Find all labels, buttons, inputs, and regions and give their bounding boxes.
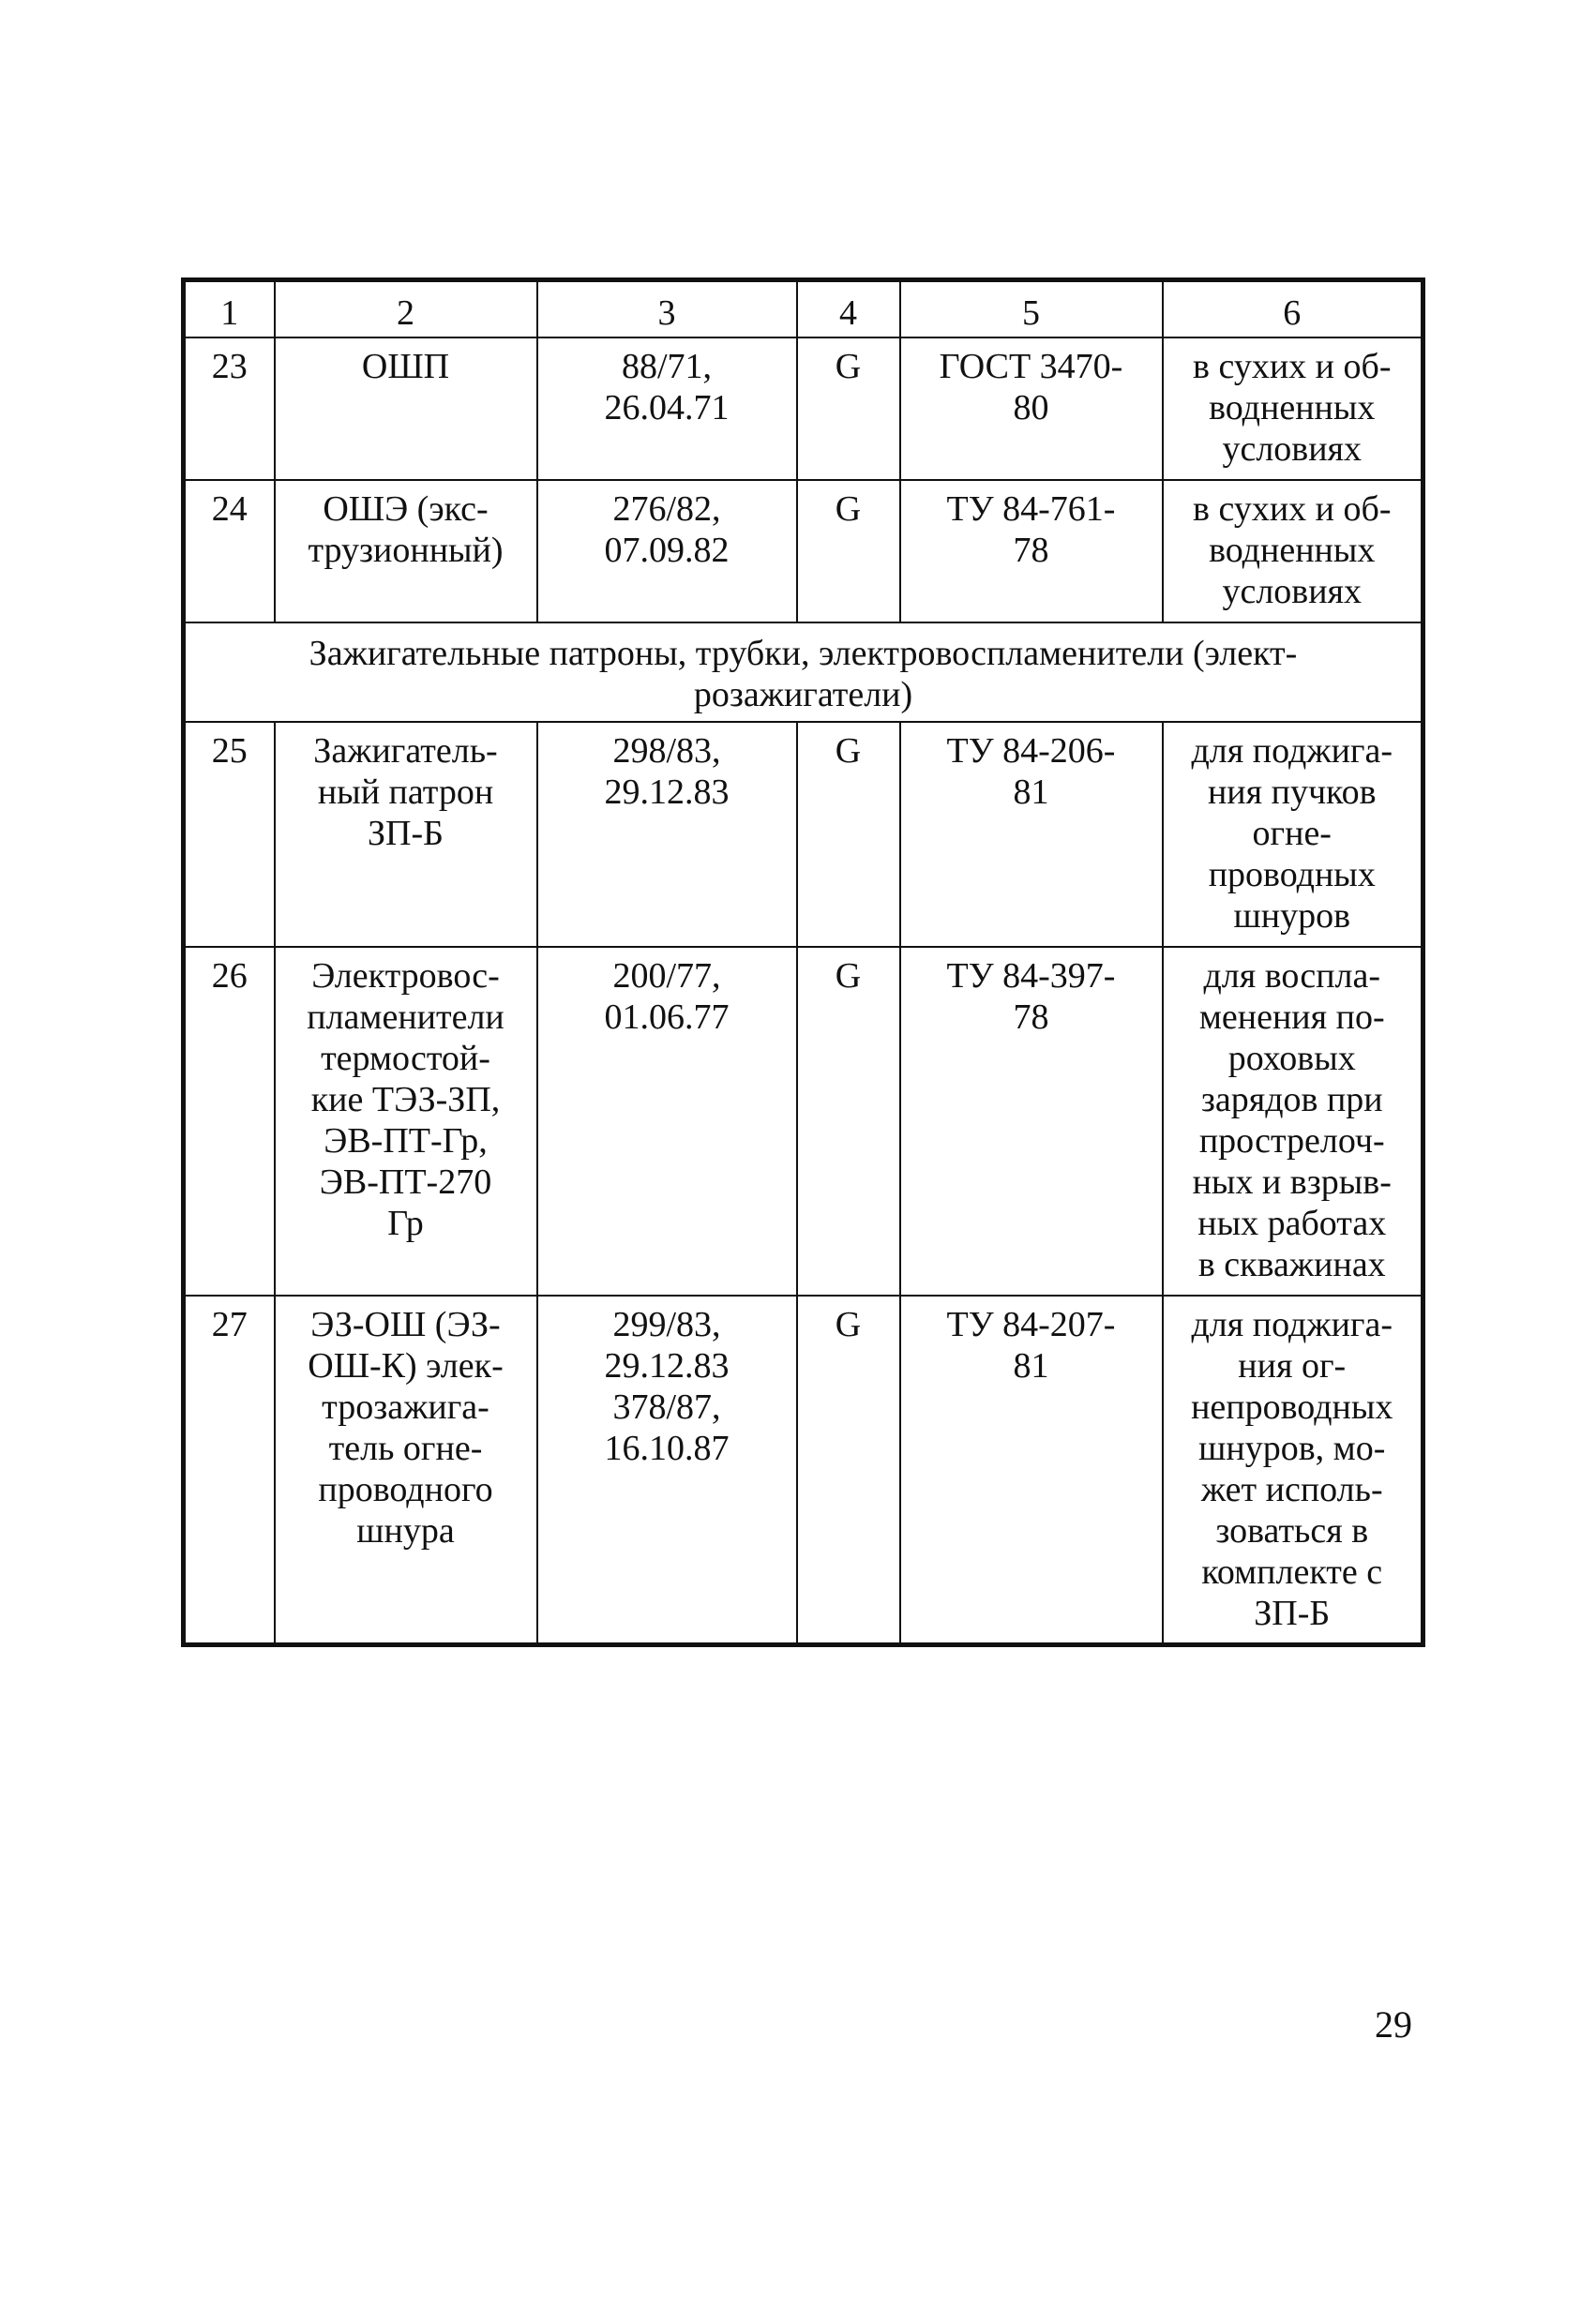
- header-cell: 2: [275, 280, 537, 338]
- name-cell: ЭЗ-ОШ (ЭЗ- ОШ-К) элек- трозажига- тель огне- проводного шнура: [275, 1296, 537, 1644]
- name-cell: Электровос- пламенители термостой- кие ТЭЗ-ЗП, ЭВ-ПТ-Гр, ЭВ-ПТ-270 Гр: [275, 947, 537, 1296]
- permit-cell: 299/83, 29.12.83 378/87, 16.10.87: [537, 1296, 797, 1644]
- class-cell: G: [797, 722, 900, 947]
- class-cell: G: [797, 337, 900, 480]
- permit-cell: 298/83, 29.12.83: [537, 722, 797, 947]
- section-title: Зажигательные патроны, трубки, электровоспламенители (элект- розажигатели): [184, 622, 1423, 722]
- table-header-row: [184, 280, 1423, 338]
- document-table: [181, 277, 1425, 1647]
- conditions-cell: для поджига- ния пучков огне- проводных шнуров: [1163, 722, 1423, 947]
- header-cell: 3: [537, 280, 797, 338]
- conditions-cell: в сухих и об- водненных условиях: [1163, 480, 1423, 622]
- class-cell: G: [797, 480, 900, 622]
- header-cell: 1: [184, 280, 275, 338]
- header-cell: 4: [797, 280, 900, 338]
- header-cell: 5: [900, 280, 1163, 338]
- class-cell: G: [797, 1296, 900, 1644]
- name-cell: ОШЭ (экс- трузионный): [275, 480, 537, 622]
- header-cell: 6: [1163, 280, 1423, 338]
- row-number-cell: 27: [184, 1296, 275, 1644]
- standard-cell: ТУ 84-207- 81: [900, 1296, 1163, 1644]
- row-number-cell: 26: [184, 947, 275, 1296]
- conditions-cell: в сухих и об- водненных условиях: [1163, 337, 1423, 480]
- table-row: [184, 1296, 1423, 1644]
- name-cell: Зажигатель- ный патрон ЗП-Б: [275, 722, 537, 947]
- table-row: [184, 947, 1423, 1296]
- section-row: [184, 622, 1423, 722]
- permit-cell: 200/77, 01.06.77: [537, 947, 797, 1296]
- standard-cell: ГОСТ 3470- 80: [900, 337, 1163, 480]
- conditions-cell: для поджига- ния ог- непроводных шнуров, мо- жет исполь- зоваться в комплекте с ЗП-Б: [1163, 1296, 1423, 1644]
- table-row: [184, 722, 1423, 947]
- standard-cell: ТУ 84-761- 78: [900, 480, 1163, 622]
- standard-cell: ТУ 84-206- 81: [900, 722, 1163, 947]
- table-row: [184, 480, 1423, 622]
- class-cell: G: [797, 947, 900, 1296]
- table-row: [184, 337, 1423, 480]
- page-number: 29: [1375, 2003, 1412, 2046]
- standard-cell: ТУ 84-397- 78: [900, 947, 1163, 1296]
- name-cell: ОШП: [275, 337, 537, 480]
- permit-cell: 88/71, 26.04.71: [537, 337, 797, 480]
- row-number-cell: 23: [184, 337, 275, 480]
- conditions-cell: для воспла- менения по- роховых зарядов при прострелоч- ных и взрыв- ных работах в скважинах: [1163, 947, 1423, 1296]
- row-number-cell: 25: [184, 722, 275, 947]
- row-number-cell: 24: [184, 480, 275, 622]
- permit-cell: 276/82, 07.09.82: [537, 480, 797, 622]
